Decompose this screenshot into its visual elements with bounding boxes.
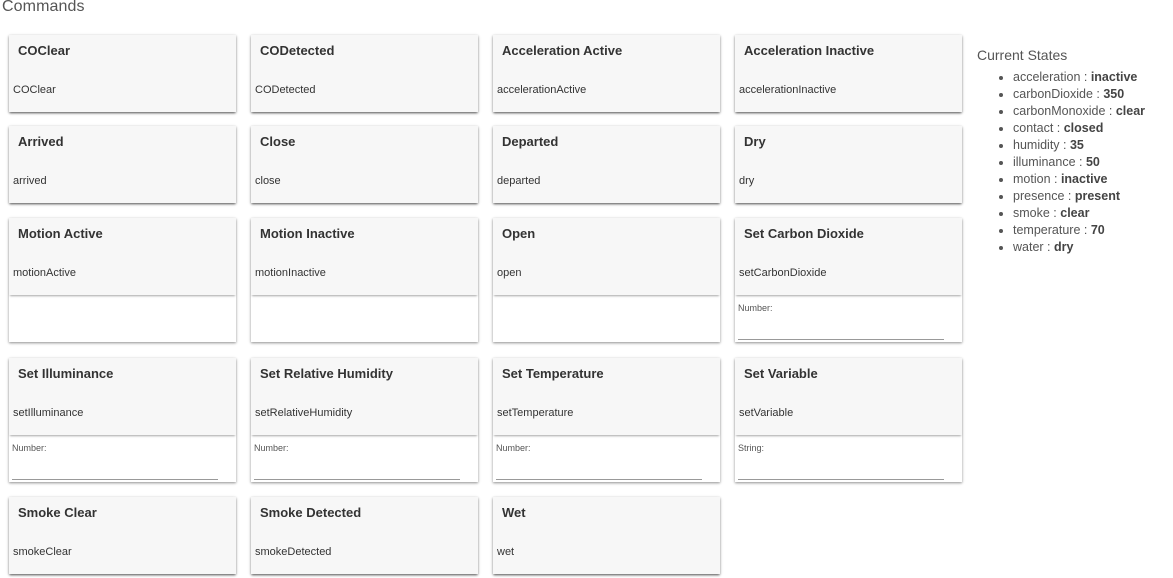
command-method: setCarbonDioxide <box>739 267 827 279</box>
param-label: Number: <box>738 303 773 313</box>
relative-humidity-input[interactable] <box>254 461 460 480</box>
state-value: closed <box>1063 121 1104 135</box>
command-title: Smoke Clear <box>18 505 97 520</box>
state-name: temperature <box>1013 223 1081 237</box>
state-value: inactive <box>1090 70 1138 84</box>
command-title: Close <box>260 134 296 149</box>
command-method: arrived <box>13 175 47 187</box>
command-card-open <box>493 218 720 342</box>
command-title: Set Temperature <box>502 366 604 381</box>
arrived-button[interactable] <box>9 126 236 203</box>
state-item: • temperature : 70 <box>1013 222 1167 239</box>
current-states-panel <box>977 47 1167 256</box>
command-method: setRelativeHumidity <box>255 407 353 419</box>
command-title: Acceleration Inactive <box>744 43 875 58</box>
command-title: Motion Active <box>18 226 103 241</box>
param-label: Number: <box>254 443 289 453</box>
command-title: Wet <box>502 505 526 520</box>
command-method: smokeDetected <box>255 546 332 558</box>
command-title: Set Variable <box>744 366 818 381</box>
card-param-area <box>251 435 478 482</box>
state-name: carbonDioxide <box>1013 87 1093 101</box>
state-value: present <box>1074 189 1121 203</box>
command-title: COClear <box>18 43 71 58</box>
state-item: • presence : present <box>1013 188 1167 205</box>
command-card-close <box>251 126 478 203</box>
motion-inactive-button[interactable] <box>251 218 478 295</box>
command-method: setIlluminance <box>13 407 84 419</box>
command-card-set-illuminance <box>9 358 236 482</box>
command-method: COClear <box>13 84 56 96</box>
state-item: • contact : closed <box>1013 120 1167 137</box>
acceleration-active-button[interactable] <box>493 35 720 112</box>
command-title: Open <box>502 226 536 241</box>
page-title: Commands <box>2 0 85 15</box>
departed-button[interactable] <box>493 126 720 203</box>
state-value: 50 <box>1085 155 1100 169</box>
command-title: Departed <box>502 134 559 149</box>
state-value: inactive <box>1060 172 1108 186</box>
command-title: Motion Inactive <box>260 226 355 241</box>
state-item: • water : dry <box>1013 239 1167 256</box>
command-card-smoke-clear <box>9 497 236 574</box>
current-states-title: Current States <box>977 47 1068 63</box>
command-title: Smoke Detected <box>260 505 362 520</box>
state-name: carbonMonoxide <box>1013 104 1106 118</box>
state-name: illuminance <box>1013 155 1076 169</box>
card-param-area <box>9 295 236 342</box>
param-label: String: <box>738 443 765 453</box>
wet-button[interactable] <box>493 497 720 574</box>
command-card-arrived <box>9 126 236 203</box>
state-item: • acceleration : inactive <box>1013 69 1167 86</box>
state-item: • illuminance : 50 <box>1013 154 1167 171</box>
command-card-motion-inactive <box>251 218 478 342</box>
state-item: • motion : inactive <box>1013 171 1167 188</box>
command-method: open <box>497 267 522 279</box>
command-method: accelerationActive <box>497 84 587 96</box>
command-card-dry <box>735 126 962 203</box>
illuminance-input[interactable] <box>12 461 218 480</box>
card-param-area <box>493 435 720 482</box>
state-name: acceleration <box>1013 70 1081 84</box>
state-value: dry <box>1054 240 1074 254</box>
state-value: clear <box>1060 206 1090 220</box>
command-method: CODetected <box>255 84 316 96</box>
command-method: close <box>255 175 281 187</box>
set-carbon-dioxide-button[interactable] <box>735 218 962 295</box>
param-label: Number: <box>496 443 531 453</box>
card-param-area <box>9 435 236 482</box>
command-method: accelerationInactive <box>739 84 837 96</box>
state-value: 350 <box>1103 87 1125 101</box>
command-card-codetected <box>251 35 478 112</box>
command-card-motion-active <box>9 218 236 342</box>
state-item: • carbonMonoxide : clear <box>1013 103 1167 120</box>
smoke-clear-button[interactable] <box>9 497 236 574</box>
command-title: CODetected <box>260 43 335 58</box>
command-card-set-temperature <box>493 358 720 482</box>
codetected-button[interactable] <box>251 35 478 112</box>
param-label: Number: <box>12 443 47 453</box>
coclear-button[interactable] <box>9 35 236 112</box>
command-method: setVariable <box>739 407 794 419</box>
command-method: smokeClear <box>13 546 72 558</box>
state-name: smoke <box>1013 206 1050 220</box>
carbon-dioxide-input[interactable] <box>738 321 944 340</box>
variable-input[interactable] <box>738 461 944 480</box>
card-param-area <box>493 295 720 342</box>
set-illuminance-button[interactable] <box>9 358 236 435</box>
smoke-detected-button[interactable] <box>251 497 478 574</box>
command-method: departed <box>497 175 541 187</box>
command-card-set-carbon-dioxide <box>735 218 962 342</box>
command-title: Acceleration Active <box>502 43 623 58</box>
acceleration-inactive-button[interactable] <box>735 35 962 112</box>
command-title: Set Illuminance <box>18 366 114 381</box>
state-item: • humidity : 35 <box>1013 137 1167 154</box>
set-temperature-button[interactable] <box>493 358 720 435</box>
state-name: contact <box>1013 121 1054 135</box>
command-method: setTemperature <box>497 407 574 419</box>
command-method: motionActive <box>13 267 76 279</box>
close-button[interactable] <box>251 126 478 203</box>
command-title: Set Carbon Dioxide <box>744 226 864 241</box>
dry-button[interactable] <box>735 126 962 203</box>
temperature-input[interactable] <box>496 461 702 480</box>
state-name: humidity <box>1013 138 1060 152</box>
state-name: motion <box>1013 172 1051 186</box>
command-card-acceleration-inactive <box>735 35 962 112</box>
state-value: clear <box>1115 104 1146 118</box>
state-value: 70 <box>1090 223 1105 237</box>
command-card-smoke-detected <box>251 497 478 574</box>
state-name: water <box>1013 240 1044 254</box>
command-card-set-relative-humidity <box>251 358 478 482</box>
command-card-acceleration-active <box>493 35 720 112</box>
set-variable-button[interactable] <box>735 358 962 435</box>
command-card-coclear <box>9 35 236 112</box>
state-name: presence <box>1013 189 1065 203</box>
command-card-set-variable <box>735 358 962 482</box>
set-relative-humidity-button[interactable] <box>251 358 478 435</box>
state-item: • carbonDioxide : 350 <box>1013 86 1167 103</box>
command-title: Set Relative Humidity <box>260 366 393 381</box>
open-button[interactable] <box>493 218 720 295</box>
command-method: wet <box>497 546 515 558</box>
command-method: dry <box>739 175 755 187</box>
motion-active-button[interactable] <box>9 218 236 295</box>
command-method: motionInactive <box>255 267 326 279</box>
command-card-departed <box>493 126 720 203</box>
command-title: Dry <box>744 134 766 149</box>
state-value: 35 <box>1069 138 1084 152</box>
card-param-area <box>735 435 962 482</box>
current-states-list <box>977 69 1167 256</box>
command-card-wet <box>493 497 720 574</box>
card-param-area <box>251 295 478 342</box>
card-param-area <box>735 295 962 342</box>
state-item: • smoke : clear <box>1013 205 1167 222</box>
command-title: Arrived <box>18 134 64 149</box>
